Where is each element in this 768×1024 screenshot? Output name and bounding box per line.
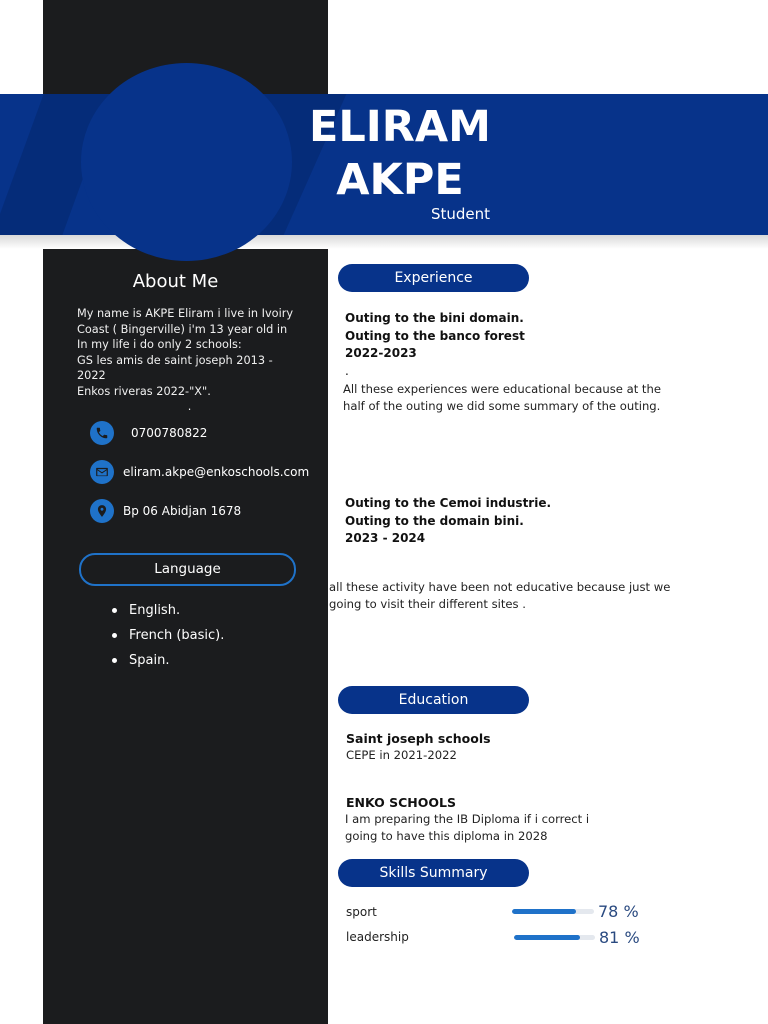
skill-label: sport (346, 905, 377, 919)
about-title: About Me (132, 271, 219, 292)
first-name: ELIRAM (309, 102, 491, 152)
description-line: going to have this diploma in 2028 (345, 828, 548, 843)
experience-description (329, 579, 670, 612)
experience-entry-heading (345, 310, 525, 380)
language-title: Language (79, 553, 296, 586)
education-description (346, 747, 457, 764)
education-school: Saint joseph schools (346, 731, 491, 746)
contact-address[interactable] (90, 499, 241, 523)
about-line: My name is AKPE Eliram i live in Ivoiry (77, 307, 294, 320)
experience-description (343, 381, 661, 414)
skill-bar (512, 909, 594, 914)
about-line: GS les amis de saint joseph 2013 - (77, 353, 273, 367)
skill-percent: 81 % (599, 928, 640, 947)
experience-line: Outing to the domain bini. (345, 513, 524, 528)
skill-label: leadership (346, 930, 409, 944)
location-pin-icon (90, 499, 114, 523)
about-line: Enkos riveras 2022-"X". (77, 384, 211, 398)
about-line: In my life i do only 2 schools: (77, 338, 242, 351)
language-list (112, 598, 224, 673)
bullet-icon (112, 658, 117, 663)
experience-line: Outing to the banco forest (345, 328, 525, 343)
language-label: French (basic). (129, 628, 225, 643)
experience-title: Experience (338, 264, 529, 292)
skill-bar (514, 935, 595, 940)
contact-phone[interactable] (90, 421, 207, 445)
about-trailing-dot: . (187, 400, 192, 413)
description-line: all these activity have been not educative because just we (329, 580, 671, 594)
experience-date: 2023 - 2024 (345, 531, 426, 545)
experience-dot: . (345, 363, 349, 378)
email-text: eliram.akpe@enkoschools.com (123, 465, 310, 479)
last-name: AKPE (336, 155, 464, 205)
phone-text: 0700780822 (131, 426, 208, 440)
experience-date: 2022-2023 (345, 346, 417, 360)
language-item (112, 598, 224, 623)
description-line: I am preparing the IB Diploma if i correct i (345, 812, 590, 826)
description-line: half of the outing we did some summary of the outing. (343, 398, 661, 413)
skill-percent: 78 % (598, 902, 639, 921)
bullet-icon (112, 633, 117, 638)
education-description (345, 811, 589, 844)
phone-icon (90, 421, 114, 445)
language-item (112, 648, 224, 673)
about-line: 2022 (77, 369, 106, 382)
skill-bar-fill (512, 909, 576, 914)
mail-icon (90, 460, 114, 484)
description-line: CEPE in 2021-2022 (346, 748, 457, 762)
header-shadow (0, 235, 768, 249)
language-label: English. (129, 603, 181, 618)
avatar (81, 63, 292, 261)
description-line: going to visit their different sites . (329, 596, 526, 611)
about-line: Coast ( Bingerville) i'm 13 year old in (77, 322, 288, 336)
education-title: Education (338, 686, 529, 714)
contact-email[interactable] (90, 460, 309, 484)
language-item (112, 623, 224, 648)
education-school: ENKO SCHOOLS (346, 795, 456, 810)
language-label: Spain. (129, 653, 170, 668)
address-text: Bp 06 Abidjan 1678 (123, 504, 242, 518)
bullet-icon (112, 608, 117, 613)
skill-bar-fill (514, 935, 580, 940)
experience-entry-heading (345, 495, 551, 548)
experience-line: Outing to the Cemoi industrie. (345, 496, 552, 510)
role-title: Student (431, 205, 491, 223)
skills-title: Skills Summary (338, 859, 529, 887)
experience-line: Outing to the bini domain. (345, 311, 524, 325)
description-line: All these experiences were educational because at the (343, 382, 661, 396)
about-text (77, 306, 317, 415)
